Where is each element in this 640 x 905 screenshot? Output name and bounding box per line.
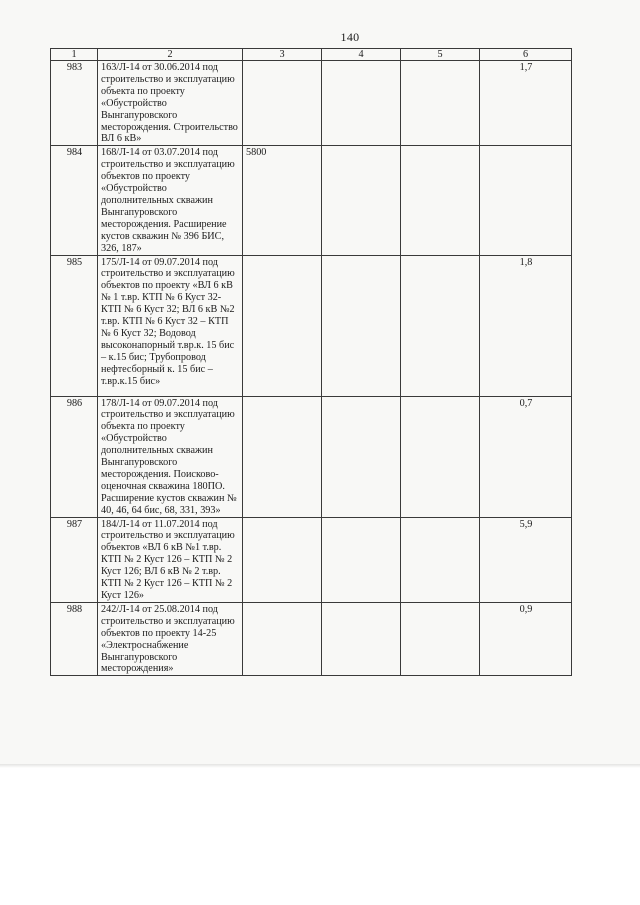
table-row [51, 396, 572, 517]
row-col5-value [401, 517, 480, 602]
column-header: 6 [480, 49, 572, 61]
row-description: 175/Л-14 от 09.07.2014 под строительство и эксплуатацию объектов по проекту «ВЛ 6 кВ № 1 т.вр. КТП № 6 Куст 32-КТП № 6 Куст 32; ВЛ 6 кВ №2 т.вр. КТП № 6 Куст 32 – КТП № 6 Куст 32; Водовод высоконапорный т.вр.к. 15 бис – к.15 бис; Трубопровод нефтесборный к. 15 бис – т.вр.к.15 бис» [98, 255, 243, 396]
page-number: 140 [340, 30, 360, 44]
table-row [51, 61, 572, 146]
row-col4-value [322, 396, 401, 517]
row-description: 168/Л-14 от 03.07.2014 под строительство и эксплуатацию объектов по проекту «Обустройство дополнительных скважин Вынгапуровского месторождения. Расширение кустов скважин № 396 БИС, 326, 187» [98, 146, 243, 255]
row-col3-value [243, 517, 322, 602]
registry-table [50, 48, 572, 676]
row-col4-value [322, 255, 401, 396]
row-number: 987 [51, 517, 98, 602]
row-col3-value [243, 396, 322, 517]
row-number: 984 [51, 146, 98, 255]
row-description: 178/Л-14 от 09.07.2014 под строительство и эксплуатацию объекта по проекту «Обустройство дополнительных скважин Вынгапуровского месторождения. Поисково-оценочная скважина 180ПО. Расширение кустов скважин № 40, 46, 64 бис, 68, 331, 393» [98, 396, 243, 517]
row-col4-value [322, 61, 401, 146]
row-description: 184/Л-14 от 11.07.2014 под строительство и эксплуатацию объектов «ВЛ 6 кВ №1 т.вр. КТП № 2 Куст 126 – КТП № 2 Куст 126; ВЛ 6 кВ № 2 т.вр. КТП № 2 Куст 126 – КТП № 2 Куст 126» [98, 517, 243, 602]
row-col6-value: 5,9 [480, 517, 572, 602]
row-col4-value [322, 517, 401, 602]
row-number: 985 [51, 255, 98, 396]
table-row [51, 517, 572, 602]
row-col5-value [401, 396, 480, 517]
row-number: 986 [51, 396, 98, 517]
row-col6-value: 0,9 [480, 602, 572, 675]
column-header: 1 [51, 49, 98, 61]
table-row [51, 255, 572, 396]
table-row [51, 146, 572, 255]
row-col5-value [401, 146, 480, 255]
row-col6-value [480, 146, 572, 255]
row-col4-value [322, 602, 401, 675]
row-description: 163/Л-14 от 30.06.2014 под строительство и эксплуатацию объекта по проекту «Обустройство Вынгапуровского месторождения. Строительство ВЛ 6 кВ» [98, 61, 243, 146]
row-description: 242/Л-14 от 25.08.2014 под строительство и эксплуатацию объектов по проекту 14-25 «Электроснабжение Вынгапуровского месторождения» [98, 602, 243, 675]
column-header: 5 [401, 49, 480, 61]
column-header: 4 [322, 49, 401, 61]
row-col3-value [243, 602, 322, 675]
row-col5-value [401, 602, 480, 675]
row-number: 988 [51, 602, 98, 675]
row-col5-value [401, 255, 480, 396]
table-header-row [51, 49, 572, 61]
row-col3-value [243, 255, 322, 396]
row-col6-value: 1,8 [480, 255, 572, 396]
column-header: 2 [98, 49, 243, 61]
row-col5-value [401, 61, 480, 146]
scan-bottom-edge [0, 764, 640, 768]
row-col3-value [243, 61, 322, 146]
row-col3-value: 5800 [243, 146, 322, 255]
row-col4-value [322, 146, 401, 255]
row-col6-value: 1,7 [480, 61, 572, 146]
row-col6-value: 0,7 [480, 396, 572, 517]
table-row [51, 602, 572, 675]
column-header: 3 [243, 49, 322, 61]
row-number: 983 [51, 61, 98, 146]
